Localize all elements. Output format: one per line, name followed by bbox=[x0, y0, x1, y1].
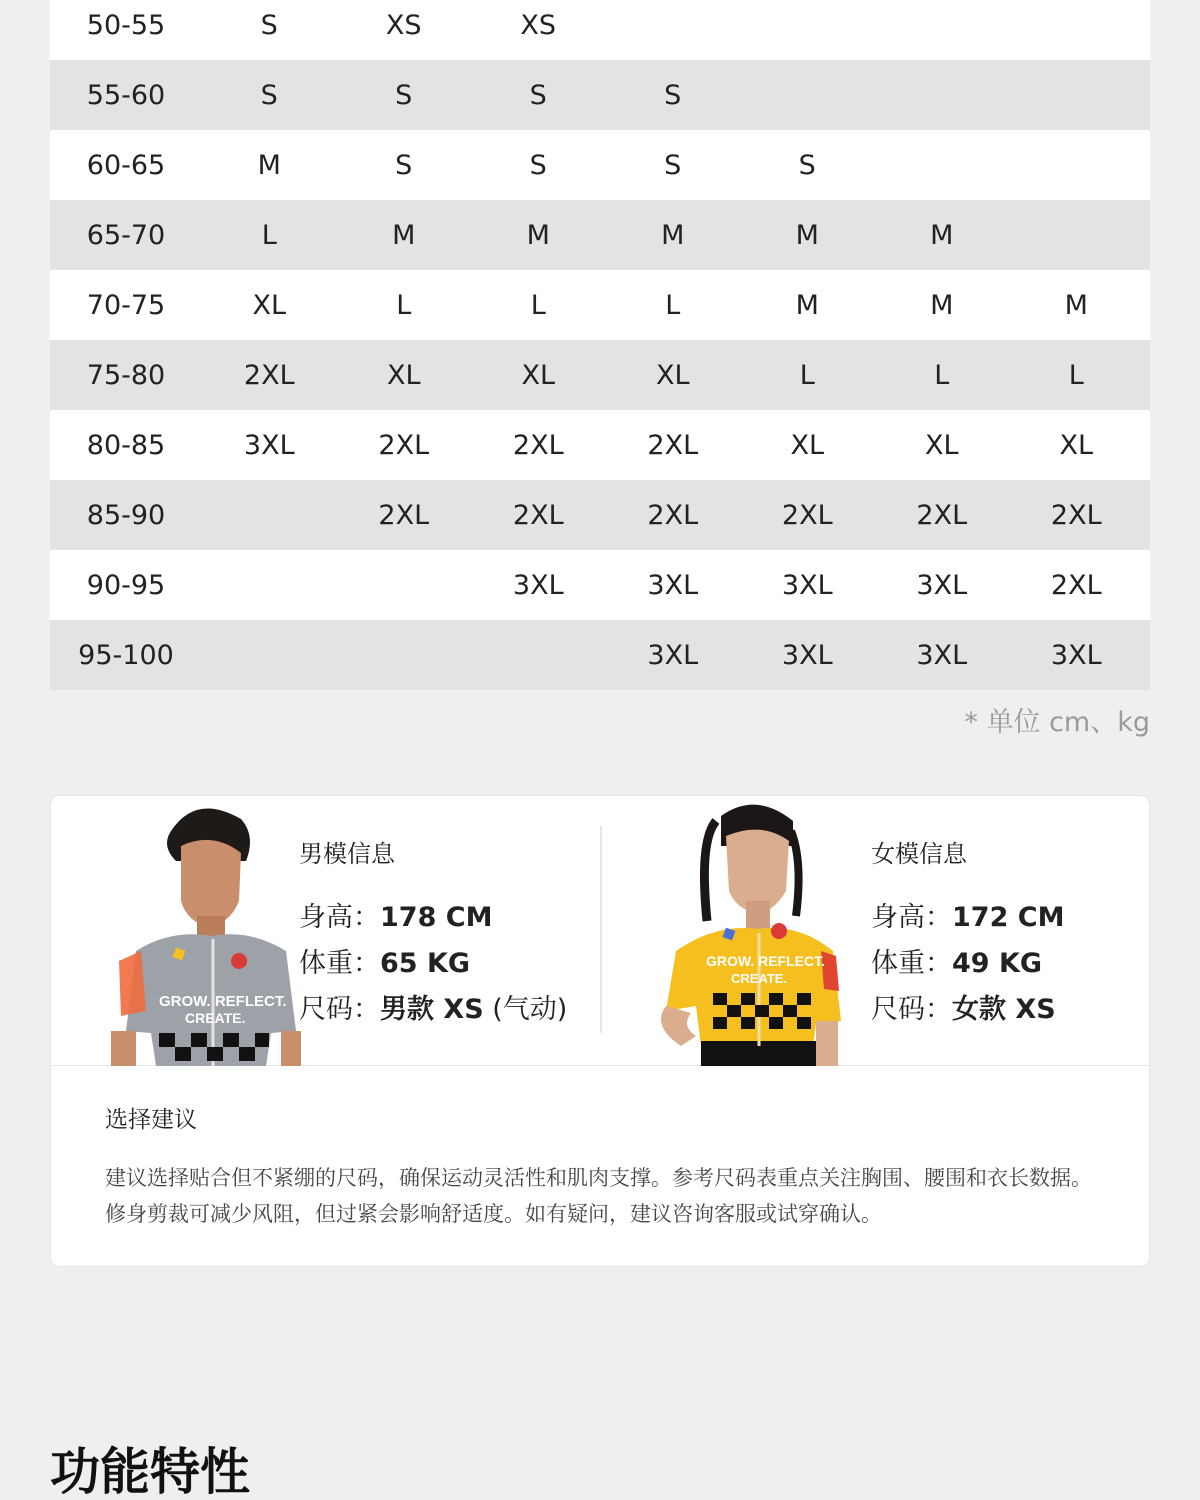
weight-cell: 55-60 bbox=[86, 79, 166, 111]
size-cell: M bbox=[930, 289, 954, 321]
table-row bbox=[50, 60, 1150, 130]
size-cell: XL bbox=[1059, 429, 1094, 461]
female-height-value: 172 CM bbox=[952, 902, 1065, 933]
female-weight-value: 49 KG bbox=[952, 948, 1043, 979]
size-cell: 2XL bbox=[1050, 569, 1102, 601]
size-cell: 3XL bbox=[647, 639, 699, 671]
size-cell: XL bbox=[386, 359, 421, 391]
size-table bbox=[50, 0, 1150, 690]
size-cell: L bbox=[665, 289, 681, 321]
male-model-info bbox=[299, 834, 567, 1033]
size-cell: M bbox=[661, 219, 685, 251]
weight-cell: 60-65 bbox=[86, 149, 166, 181]
female-model-info bbox=[871, 834, 1064, 1033]
size-cell: S bbox=[529, 149, 547, 181]
size-cell: S bbox=[798, 149, 816, 181]
model-info-card bbox=[50, 795, 1150, 1267]
weight-cell: 50-55 bbox=[86, 9, 166, 41]
size-cell: 2XL bbox=[378, 429, 430, 461]
size-cell: L bbox=[1068, 359, 1084, 391]
male-size: 尺码：男款 XS (气动) bbox=[299, 994, 568, 1025]
table-row bbox=[50, 200, 1150, 270]
size-cell: 3XL bbox=[1050, 639, 1102, 671]
size-cell: L bbox=[261, 219, 277, 251]
size-advice bbox=[105, 1101, 1105, 1232]
female-size-value: 女款 XS bbox=[952, 994, 1056, 1025]
size-cell: XL bbox=[521, 359, 556, 391]
table-row bbox=[50, 620, 1150, 690]
size-cell: 2XL bbox=[916, 499, 968, 531]
male-weight-value: 65 KG bbox=[380, 948, 471, 979]
weight-cell: 70-75 bbox=[86, 289, 166, 321]
female-model-title: 女模信息 bbox=[871, 840, 967, 868]
size-cell: L bbox=[934, 359, 950, 391]
size-cell: 2XL bbox=[243, 359, 295, 391]
male-jersey-text-1: GROW. REFLECT. bbox=[159, 993, 287, 1010]
size-cell: 3XL bbox=[916, 639, 968, 671]
male-size-note: (气动) bbox=[483, 994, 568, 1025]
male-model-title: 男模信息 bbox=[299, 840, 395, 868]
size-cell: XS bbox=[385, 9, 422, 41]
table-row bbox=[50, 340, 1150, 410]
size-cell: L bbox=[530, 289, 546, 321]
size-cell: 3XL bbox=[243, 429, 295, 461]
section-heading: 功能特性 bbox=[50, 1443, 250, 1500]
male-height: 身高：178 CM bbox=[299, 902, 493, 933]
size-cell: S bbox=[664, 79, 682, 111]
size-cell: 3XL bbox=[781, 639, 833, 671]
male-size-value: 男款 XS bbox=[380, 994, 484, 1025]
weight-cell: 80-85 bbox=[86, 429, 166, 461]
weight-cell: 65-70 bbox=[86, 219, 166, 251]
size-cell: XL bbox=[655, 359, 690, 391]
size-cell: 2XL bbox=[647, 499, 699, 531]
size-cell: 2XL bbox=[512, 429, 564, 461]
table-row bbox=[50, 0, 1150, 60]
size-cell: M bbox=[392, 219, 416, 251]
size-cell: S bbox=[395, 79, 413, 111]
female-size: 尺码：女款 XS bbox=[871, 994, 1056, 1025]
male-height-value: 178 CM bbox=[380, 902, 493, 933]
size-cell: S bbox=[395, 149, 413, 181]
model-info-section bbox=[51, 796, 1151, 1066]
size-cell: 3XL bbox=[647, 569, 699, 601]
table-row bbox=[50, 480, 1150, 550]
size-cell: M bbox=[526, 219, 550, 251]
female-model-photo bbox=[621, 801, 861, 1066]
table-row bbox=[50, 550, 1150, 620]
table-row bbox=[50, 410, 1150, 480]
female-jersey-text-2: CREATE. bbox=[731, 971, 788, 986]
male-jersey-text-2: CREATE. bbox=[185, 1010, 246, 1026]
size-cell: M bbox=[1064, 289, 1088, 321]
size-cell: XS bbox=[520, 9, 557, 41]
size-cell: S bbox=[260, 9, 278, 41]
size-cell: 2XL bbox=[1050, 499, 1102, 531]
size-cell: M bbox=[795, 289, 819, 321]
size-cell: 3XL bbox=[781, 569, 833, 601]
table-row bbox=[50, 270, 1150, 340]
size-cell: M bbox=[795, 219, 819, 251]
model-divider bbox=[600, 826, 602, 1033]
female-height: 身高：172 CM bbox=[871, 902, 1065, 933]
size-cell: 2XL bbox=[512, 499, 564, 531]
size-cell: 3XL bbox=[512, 569, 564, 601]
female-weight: 体重：49 KG bbox=[871, 948, 1043, 979]
size-cell: M bbox=[930, 219, 954, 251]
size-cell: 3XL bbox=[916, 569, 968, 601]
size-cell: M bbox=[257, 149, 281, 181]
size-cell: 2XL bbox=[647, 429, 699, 461]
size-cell: XL bbox=[924, 429, 959, 461]
size-cell: L bbox=[396, 289, 412, 321]
unit-note: * 单位 cm、kg bbox=[964, 707, 1150, 738]
size-cell: XL bbox=[252, 289, 287, 321]
weight-cell: 85-90 bbox=[86, 499, 166, 531]
size-cell: 2XL bbox=[781, 499, 833, 531]
advice-title: 选择建议 bbox=[105, 1107, 197, 1133]
size-cell: S bbox=[664, 149, 682, 181]
male-model-photo bbox=[101, 801, 301, 1066]
table-row bbox=[50, 130, 1150, 200]
female-jersey-text-1: GROW. REFLECT. bbox=[706, 953, 825, 969]
size-cell: S bbox=[260, 79, 278, 111]
size-cell: XL bbox=[790, 429, 825, 461]
weight-cell: 75-80 bbox=[86, 359, 166, 391]
weight-cell: 95-100 bbox=[78, 639, 174, 671]
male-weight: 体重：65 KG bbox=[299, 948, 471, 979]
size-cell: S bbox=[529, 79, 547, 111]
advice-body: 建议选择贴合但不紧绷的尺码，确保运动灵活性和肌肉支撑。参考尺码表重点关注胸围、腰围和衣长数据。修身剪裁可减少风阻，但过紧会影响舒适度。如有疑问，建议咨询客服或试穿确认。 bbox=[105, 1166, 1092, 1226]
size-cell: 2XL bbox=[378, 499, 430, 531]
weight-cell: 90-95 bbox=[86, 569, 166, 601]
size-cell: L bbox=[799, 359, 815, 391]
